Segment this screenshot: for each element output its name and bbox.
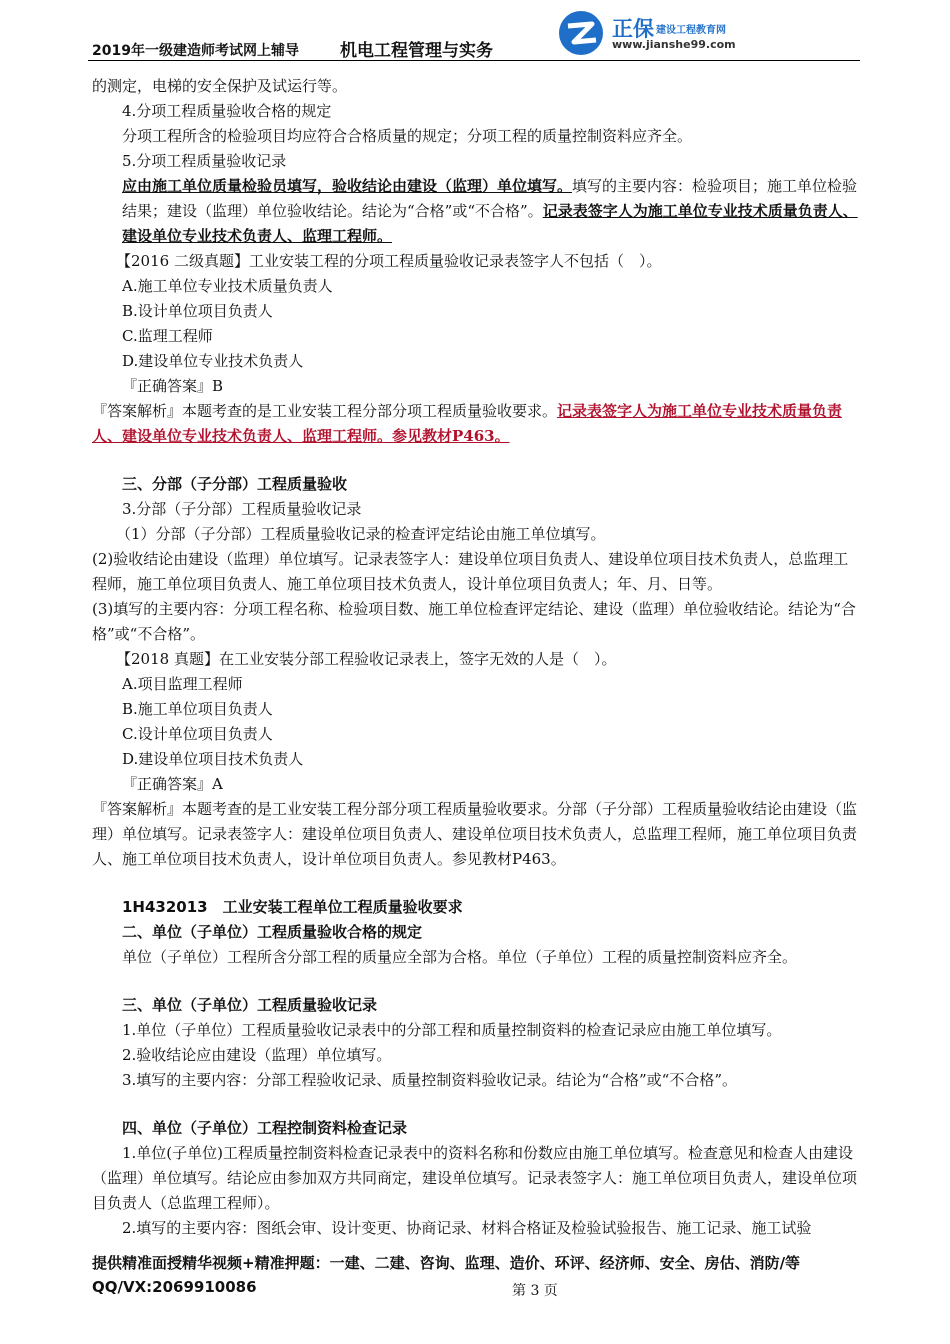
logo-emblem-icon (556, 8, 606, 58)
paragraph: 3.填写的主要内容：分部工程验收记录、质量控制资料验收记录。结论为“合格”或“不合格”。 (122, 1071, 737, 1089)
header-subject-title: 机电工程管理与实务 (340, 41, 493, 61)
text: 填写的主要内容：检验项目；施工单位检验结果；建设（监理）单位验收结论。结论为“合格”或“不合格”。 (122, 177, 858, 220)
option: A.施工单位专业技术质量负责人 (122, 277, 333, 295)
paragraph: 1.单位(子单位)工程质量控制资料检查记录表中的资料名称和份数应由施工单位填写。检查意见和检查人由建设（监理）单位填写。结论应由参加双方共同商定，建设单位填写。记录表签字人：施工单位项目负责人，建设单位项目负责人（总监理工程师）。 (92, 1144, 858, 1212)
option: D.建设单位专业技术负责人 (122, 352, 304, 370)
section-heading: 三、单位（子单位）工程质量验收记录 (122, 996, 378, 1014)
header-course-title: 2019年一级建造师考试网上辅导 (92, 43, 299, 59)
paragraph: 4.分项工程质量验收合格的规定 (122, 102, 332, 120)
question-stem: 【2018 真题】在工业安装分部工程验收记录表上，签字无效的人是（ ）。 (116, 650, 617, 668)
document-body (92, 74, 862, 1241)
question-stem: 【2016 二级真题】工业安装工程的分项工程质量验收记录表签字人不包括（ ）。 (116, 252, 662, 270)
paragraph: 5.分项工程质量验收记录 (122, 152, 287, 170)
footer-contact: QQ/VX:2069910086 (92, 1278, 257, 1296)
answer-explanation: 『答案解析』本题考查的是工业安装工程分部分项工程质量验收要求。分部（子分部）工程质量验收结论由建设（监理）单位填写。记录表签字人：建设单位项目负责人、建设单位项目技术负责人，总监理工程师，施工单位项目负责人、施工单位项目技术负责人，设计单位项目负责人。参见教材P463。 (92, 800, 858, 868)
section-heading: 四、单位（子单位）工程控制资料检查记录 (122, 1119, 408, 1137)
logo-url: www.jianshe99.com (612, 38, 736, 51)
section-heading: 1H432013 工业安装工程单位工程质量验收要求 (122, 898, 463, 916)
paragraph: （1）分部（子分部）工程质量验收记录的检查评定结论由施工单位填写。 (116, 525, 606, 543)
brand-logo[interactable] (556, 8, 766, 58)
emphasis-text: 记录表签字人为施工单位专业技术质量负责人、建设单位专业技术负责人、监理工程师。参见教材P463。 (92, 402, 843, 445)
option: D.建设单位项目技术负责人 (122, 750, 304, 768)
paragraph: 的测定，电梯的安全保护及试运行等。 (92, 77, 348, 95)
paragraph: 1.单位（子单位）工程质量验收记录表中的分部工程和质量控制资料的检查记录应由施工单位填写。 (122, 1021, 782, 1039)
section-heading: 三、分部（子分部）工程质量验收 (122, 475, 348, 493)
logo-name: 正保 (612, 17, 654, 41)
paragraph: 2.验收结论应由建设（监理）单位填写。 (122, 1046, 392, 1064)
text: 『答案解析』本题考查的是工业安装工程分部分项工程质量验收要求。 (92, 402, 558, 420)
option: B.施工单位项目负责人 (122, 700, 273, 718)
answer-explanation (92, 399, 862, 449)
paragraph: 3.分部（子分部）工程质量验收记录 (122, 500, 362, 518)
paragraph (92, 174, 862, 249)
option: B.设计单位项目负责人 (122, 302, 273, 320)
correct-answer: 『正确答案』A (122, 775, 223, 793)
paragraph: (3)填写的主要内容：分项工程名称、检验项目数、施工单位检查评定结论、建设（监理）单位验收结论。结论为“合格”或“不合格”。 (92, 600, 856, 643)
option: C.设计单位项目负责人 (122, 725, 273, 743)
emphasis-text: 记录表签字人为施工单位专业技术质量负责人、建设单位专业技术负责人、监理工程师。 (122, 202, 858, 245)
emphasis-text: 应由施工单位质量检验员填写，验收结论由建设（监理）单位填写。 (122, 177, 573, 195)
paragraph: (2)验收结论由建设（监理）单位填写。记录表签字人：建设单位项目负责人、建设单位项目技术负责人，总监理工程师，施工单位项目负责人、施工单位项目技术负责人，设计单位项目负责人；年、月、日等。 (92, 550, 849, 593)
paragraph: 分项工程所含的检验项目均应符合合格质量的规定；分项工程的质量控制资料应齐全。 (122, 127, 693, 145)
section-heading: 二、单位（子单位）工程质量验收合格的规定 (122, 923, 423, 941)
header-divider (88, 60, 860, 61)
page-number: 第 3 页 (512, 1283, 558, 1299)
option: A.项目监理工程师 (122, 675, 243, 693)
correct-answer: 『正确答案』B (122, 377, 224, 395)
option: C.监理工程师 (122, 327, 213, 345)
paragraph: 单位（子单位）工程所含分部工程的质量应全部为合格。单位（子单位）工程的质量控制资料应齐全。 (122, 948, 798, 966)
logo-subtitle: 建设工程教育网 (656, 25, 726, 36)
footer-promo: 提供精准面授精华视频+精准押题：一建、二建、咨询、监理、造价、环评、经济师、安全、房估、消防/等 (92, 1254, 801, 1272)
paragraph: 2.填写的主要内容：图纸会审、设计变更、协商记录、材料合格证及检验试验报告、施工记录、施工试验 (122, 1219, 812, 1237)
